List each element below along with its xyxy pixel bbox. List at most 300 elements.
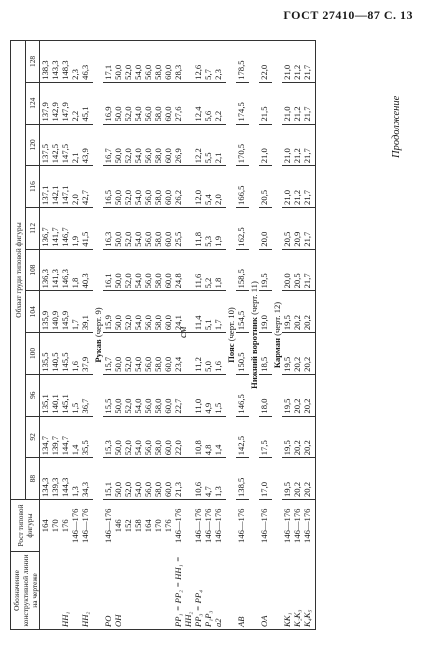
section-title-row	[226, 41, 236, 630]
value-cell: 56,0	[143, 82, 153, 124]
height-header: Рост типовой фигуры	[11, 500, 40, 552]
value-cell: 54,0	[133, 41, 143, 83]
value-cell: 143,3	[50, 41, 60, 83]
value-cell: 1,5	[213, 374, 226, 416]
value-cell: 11,8	[193, 207, 203, 249]
value-cell: 52,0	[123, 249, 133, 291]
value-cell: 24,1	[173, 291, 193, 333]
value-cell: 24,8	[173, 249, 193, 291]
value-cell: 60,0	[163, 374, 173, 416]
value-cell: 20,2	[302, 458, 316, 500]
value-cell: 137,9	[40, 82, 51, 124]
value-cell: 58,0	[153, 207, 163, 249]
value-cell: 56,0	[143, 249, 153, 291]
value-cell: 144,7	[60, 416, 70, 458]
table-row	[70, 41, 80, 630]
value-cell: 42,7	[80, 166, 93, 208]
value-cell: 146,5	[236, 374, 249, 416]
value-cell: 15,5	[103, 374, 113, 416]
value-cell: 21,7	[302, 249, 316, 291]
value-cell: 2,0	[213, 166, 226, 208]
value-cell: 56,0	[143, 416, 153, 458]
value-cell: 21,0	[282, 124, 292, 166]
table-row	[282, 41, 292, 630]
table-row	[123, 41, 133, 630]
value-cell: 52,0	[123, 82, 133, 124]
table-row	[103, 41, 113, 630]
height-cell: 158	[133, 519, 143, 533]
value-cell: 11,2	[193, 333, 203, 375]
value-cell: 46,3	[80, 41, 93, 83]
value-cell: 17,1	[103, 41, 113, 83]
value-cell: 60,0	[163, 166, 173, 208]
value-cell: 4,9	[203, 374, 213, 416]
value-cell: 135,1	[40, 374, 51, 416]
value-cell: 1,6	[70, 333, 80, 375]
value-cell: 12,2	[193, 124, 203, 166]
designation-cell	[133, 552, 143, 630]
value-cell: 2,2	[70, 82, 80, 124]
section-note: (черт. 9)	[93, 307, 103, 338]
designation-cell	[143, 552, 153, 630]
value-cell: 147,1	[60, 166, 70, 208]
value-cell: 50,0	[113, 333, 123, 375]
table-row	[50, 41, 60, 630]
value-cell: 19,5	[259, 249, 272, 291]
table-row	[236, 41, 249, 630]
value-cell: 21,2	[292, 82, 302, 124]
section-note: (черт. 11)	[249, 281, 259, 315]
value-cell: 16,5	[103, 166, 113, 208]
value-cell: 58,0	[153, 458, 163, 500]
value-cell: 43,9	[80, 124, 93, 166]
value-cell: 60,0	[163, 416, 173, 458]
table-row	[173, 41, 193, 630]
value-cell: 56,0	[143, 458, 153, 500]
value-cell: 60,0	[163, 207, 173, 249]
value-cell: 1,6	[213, 333, 226, 375]
value-cell: 12,4	[193, 82, 203, 124]
value-cell: 20,2	[292, 374, 302, 416]
table-row	[40, 41, 51, 630]
value-cell: 2,3	[213, 41, 226, 83]
table-row	[259, 41, 272, 630]
value-cell: 20,9	[292, 207, 302, 249]
value-cell: 16,7	[103, 124, 113, 166]
height-cell: 164	[40, 519, 50, 533]
value-cell: 54,0	[133, 166, 143, 208]
value-cell: 54,0	[133, 291, 143, 333]
section-title-row	[93, 41, 103, 630]
value-cell: 52,0	[123, 207, 133, 249]
value-cell: 60,0	[163, 82, 173, 124]
unit-label: см	[178, 326, 189, 338]
value-cell: 5,4	[203, 166, 213, 208]
value-cell: 20,2	[302, 416, 316, 458]
value-cell: 54,0	[133, 124, 143, 166]
value-cell: 138,3	[40, 41, 51, 83]
designation-cell: PP₁ = PP₂ = HH₁ = HH₂	[173, 556, 193, 627]
table-row	[143, 41, 153, 630]
designation-cell	[163, 552, 173, 630]
value-cell: 21,2	[292, 124, 302, 166]
designation-cell: HH₂	[80, 611, 90, 627]
value-cell: 148,3	[60, 41, 70, 83]
value-cell: 16,1	[103, 249, 113, 291]
value-cell: 58,0	[153, 249, 163, 291]
value-cell: 52,0	[123, 416, 133, 458]
designation-cell	[153, 552, 163, 630]
size-header-112: 112	[26, 207, 40, 249]
value-cell: 52,0	[123, 41, 133, 83]
value-cell: 136,3	[40, 249, 51, 291]
value-cell: 136,7	[40, 207, 51, 249]
height-cell: 146	[113, 519, 123, 533]
section-title: Карман	[272, 338, 282, 369]
value-cell: 1,4	[70, 416, 80, 458]
value-cell: 58,0	[153, 416, 163, 458]
value-cell: 20,2	[292, 416, 302, 458]
height-cell: 146—176	[70, 508, 80, 543]
value-cell: 19,5	[282, 458, 292, 500]
value-cell: 140,1	[50, 374, 60, 416]
value-cell: 54,0	[133, 416, 143, 458]
value-cell: 15,1	[103, 458, 113, 500]
size-header-96: 96	[26, 374, 40, 416]
value-cell: 150,5	[236, 333, 249, 375]
value-cell: 26,2	[173, 166, 193, 208]
table-row	[153, 41, 163, 630]
section-note: (черт. 10)	[226, 307, 236, 342]
value-cell: 134,3	[40, 458, 51, 500]
value-cell: 154,5	[236, 291, 249, 333]
continuation-label: Продолжение	[391, 95, 402, 158]
section-note: (черт. 12)	[272, 301, 282, 336]
value-cell: 54,0	[133, 207, 143, 249]
height-cell: 170	[153, 519, 163, 533]
table-row	[193, 41, 203, 630]
designation-cell	[123, 552, 133, 630]
value-cell: 20,2	[302, 333, 316, 375]
value-cell: 58,0	[153, 374, 163, 416]
value-cell: 21,0	[259, 124, 272, 166]
value-cell: 21,0	[282, 166, 292, 208]
size-header-104: 104	[26, 291, 40, 333]
value-cell: 45,1	[80, 82, 93, 124]
value-cell: 1,5	[70, 374, 80, 416]
value-cell: 20,5	[282, 207, 292, 249]
height-cell: 146—176	[193, 508, 203, 543]
value-cell: 141,7	[50, 207, 60, 249]
table-row	[213, 41, 226, 630]
height-cell: 176	[163, 519, 173, 533]
value-cell: 52,0	[123, 458, 133, 500]
value-cell: 4,7	[203, 458, 213, 500]
value-cell: 56,0	[143, 124, 153, 166]
value-cell: 37,9	[80, 333, 93, 375]
value-cell: 58,0	[153, 166, 163, 208]
value-cell: 11,4	[193, 291, 203, 333]
height-cell: 176	[60, 519, 70, 533]
section-title: Пояс	[226, 343, 236, 363]
value-cell: 12,6	[193, 41, 203, 83]
height-cell: 146—176	[203, 508, 213, 543]
designation-cell: AB	[236, 616, 246, 627]
value-cell: 137,1	[40, 166, 51, 208]
value-cell: 54,0	[133, 374, 143, 416]
value-cell: 50,0	[113, 207, 123, 249]
value-cell: 5,2	[203, 249, 213, 291]
table-row	[163, 41, 173, 630]
value-cell: 52,0	[123, 291, 133, 333]
value-cell: 19,0	[259, 291, 272, 333]
value-cell: 1,8	[213, 249, 226, 291]
value-cell: 60,0	[163, 41, 173, 83]
value-cell: 58,0	[153, 333, 163, 375]
value-cell: 2,1	[213, 124, 226, 166]
chest-group-header: Обхват груди типовой фигуры	[11, 41, 26, 500]
value-cell: 19,5	[282, 333, 292, 375]
table-row	[113, 41, 123, 630]
value-cell: 52,0	[123, 374, 133, 416]
value-cell: 54,0	[133, 82, 143, 124]
value-cell: 15,3	[103, 416, 113, 458]
value-cell: 4,8	[203, 416, 213, 458]
value-cell: 21,7	[302, 41, 316, 83]
designation-cell: HH₁	[60, 611, 70, 627]
value-cell: 21,7	[302, 124, 316, 166]
value-cell: 1,9	[213, 207, 226, 249]
value-cell: 56,0	[143, 333, 153, 375]
value-cell: 50,0	[113, 249, 123, 291]
value-cell: 10,8	[193, 416, 203, 458]
measurements-table	[10, 40, 316, 630]
value-cell: 2,1	[70, 124, 80, 166]
value-cell: 60,0	[163, 458, 173, 500]
value-cell: 141,3	[50, 249, 60, 291]
value-cell: 21,7	[302, 166, 316, 208]
value-cell: 17,5	[259, 416, 272, 458]
value-cell: 142,5	[236, 416, 249, 458]
value-cell: 20,5	[292, 249, 302, 291]
value-cell: 16,9	[103, 82, 113, 124]
value-cell: 58,0	[153, 291, 163, 333]
value-cell: 1,9	[70, 207, 80, 249]
value-cell: 60,0	[163, 291, 173, 333]
value-cell: 22,7	[173, 374, 193, 416]
height-cell: 146—176	[282, 508, 292, 543]
designation-cell: OA	[259, 615, 269, 627]
section-title: Нижний воротник	[249, 317, 259, 389]
value-cell: 138,5	[236, 458, 249, 500]
value-cell: 21,7	[302, 82, 316, 124]
value-cell: 60,0	[163, 333, 173, 375]
designation-cell: OH	[113, 614, 123, 627]
value-cell: 21,0	[282, 41, 292, 83]
section-title-row	[249, 41, 259, 630]
height-cell: 164	[143, 519, 153, 533]
height-cell: 146—176	[259, 508, 269, 543]
value-cell: 35,5	[80, 416, 93, 458]
value-cell: 17,0	[259, 458, 272, 500]
value-cell: 40,3	[80, 249, 93, 291]
value-cell: 5,3	[203, 207, 213, 249]
height-cell: 146—176	[302, 508, 312, 543]
table-row	[133, 41, 143, 630]
value-cell: 147,9	[60, 82, 70, 124]
height-cell: 146—176	[213, 508, 223, 543]
value-cell: 10,6	[193, 458, 203, 500]
value-cell: 20,2	[292, 291, 302, 333]
size-header-124: 124	[26, 82, 40, 124]
value-cell: 170,5	[236, 124, 249, 166]
value-cell: 19,5	[282, 374, 292, 416]
value-cell: 162,5	[236, 207, 249, 249]
section-title-row	[272, 41, 282, 630]
designation-cell	[50, 552, 60, 630]
value-cell: 15,9	[103, 291, 113, 333]
value-cell: 145,9	[60, 291, 70, 333]
value-cell: 58,0	[153, 82, 163, 124]
height-cell: 146—176	[236, 508, 246, 543]
designation-cell: a2	[213, 618, 223, 627]
value-cell: 20,0	[282, 249, 292, 291]
value-cell: 36,7	[80, 374, 93, 416]
height-cell: 170	[50, 519, 60, 533]
value-cell: 27,6	[173, 82, 193, 124]
value-cell: 34,3	[80, 458, 93, 500]
value-cell: 178,5	[236, 41, 249, 83]
value-cell: 147,5	[60, 124, 70, 166]
value-cell: 20,2	[302, 291, 316, 333]
value-cell: 139,3	[50, 458, 60, 500]
value-cell: 142,9	[50, 82, 60, 124]
designation-cell: PO	[103, 615, 113, 627]
value-cell: 20,2	[302, 374, 316, 416]
designation-cell: K₄K₅	[302, 609, 312, 627]
value-cell: 22,0	[259, 41, 272, 83]
value-cell: 145,1	[60, 374, 70, 416]
value-cell: 18,5	[259, 333, 272, 375]
value-cell: 28,3	[173, 41, 193, 83]
value-cell: 50,0	[113, 374, 123, 416]
designation-cell: PP₃ = PP₄	[193, 589, 203, 627]
value-cell: 50,0	[113, 166, 123, 208]
value-cell: 5,5	[203, 124, 213, 166]
designation-cell: P₁P₃	[203, 610, 213, 627]
size-header-88: 88	[26, 458, 40, 500]
size-header-100: 100	[26, 333, 40, 375]
value-cell: 21,0	[282, 82, 292, 124]
section-title: Рукав	[93, 339, 103, 363]
value-cell: 56,0	[143, 374, 153, 416]
value-cell: 60,0	[163, 249, 173, 291]
height-cell: 146—176	[173, 508, 183, 543]
size-header-128: 128	[26, 41, 40, 83]
height-cell: 152	[123, 519, 133, 533]
value-cell: 144,3	[60, 458, 70, 500]
value-cell: 1,7	[213, 291, 226, 333]
value-cell: 20,0	[259, 207, 272, 249]
value-cell: 56,0	[143, 166, 153, 208]
value-cell: 1,8	[70, 249, 80, 291]
value-cell: 140,9	[50, 291, 60, 333]
value-cell: 2,0	[70, 166, 80, 208]
value-cell: 54,0	[133, 458, 143, 500]
value-cell: 21,7	[302, 207, 316, 249]
value-cell: 56,0	[143, 291, 153, 333]
value-cell: 19,5	[282, 416, 292, 458]
value-cell: 145,5	[60, 333, 70, 375]
value-cell: 50,0	[113, 41, 123, 83]
value-cell: 20,2	[292, 458, 302, 500]
table-row	[60, 41, 70, 630]
value-cell: 11,0	[193, 374, 203, 416]
value-cell: 158,5	[236, 249, 249, 291]
value-cell: 137,5	[40, 124, 51, 166]
designation-cell: K₂K₃	[292, 609, 302, 627]
value-cell: 11,6	[193, 249, 203, 291]
value-cell: 56,0	[143, 41, 153, 83]
value-cell: 23,4	[173, 333, 193, 375]
value-cell: 50,0	[113, 291, 123, 333]
value-cell: 22,0	[173, 416, 193, 458]
size-header-92: 92	[26, 416, 40, 458]
value-cell: 20,5	[259, 166, 272, 208]
table-row	[292, 41, 302, 630]
value-cell: 41,5	[80, 207, 93, 249]
value-cell: 15,7	[103, 333, 113, 375]
rotated-table-block	[10, 30, 407, 630]
value-cell: 1,4	[213, 416, 226, 458]
value-cell: 2,3	[70, 41, 80, 83]
value-cell: 50,0	[113, 416, 123, 458]
height-cell: 146—176	[80, 508, 90, 543]
value-cell: 21,3	[173, 458, 193, 500]
value-cell: 56,0	[143, 207, 153, 249]
value-cell: 2,2	[213, 82, 226, 124]
value-cell: 21,2	[292, 166, 302, 208]
value-cell: 134,7	[40, 416, 51, 458]
value-cell: 142,1	[50, 166, 60, 208]
size-header-116: 116	[26, 166, 40, 208]
value-cell: 39,1	[80, 291, 93, 333]
designation-header: Обозначение конструктивной линии на чертеже	[11, 552, 40, 630]
value-cell: 16,3	[103, 207, 113, 249]
value-cell: 52,0	[123, 166, 133, 208]
value-cell: 1,7	[70, 291, 80, 333]
value-cell: 1,3	[70, 458, 80, 500]
table-row	[302, 41, 316, 630]
value-cell: 25,5	[173, 207, 193, 249]
value-cell: 140,5	[50, 333, 60, 375]
value-cell: 58,0	[153, 124, 163, 166]
value-cell: 21,5	[259, 82, 272, 124]
value-cell: 58,0	[153, 41, 163, 83]
table-row	[80, 41, 93, 630]
value-cell: 166,5	[236, 166, 249, 208]
value-cell: 18,0	[259, 374, 272, 416]
value-cell: 50,0	[113, 458, 123, 500]
height-cell: 146—176	[292, 508, 302, 543]
value-cell: 146,7	[60, 207, 70, 249]
value-cell: 135,9	[40, 291, 51, 333]
value-cell: 146,3	[60, 249, 70, 291]
value-cell: 5,6	[203, 82, 213, 124]
value-cell: 139,7	[50, 416, 60, 458]
value-cell: 50,0	[113, 124, 123, 166]
value-cell: 26,9	[173, 124, 193, 166]
